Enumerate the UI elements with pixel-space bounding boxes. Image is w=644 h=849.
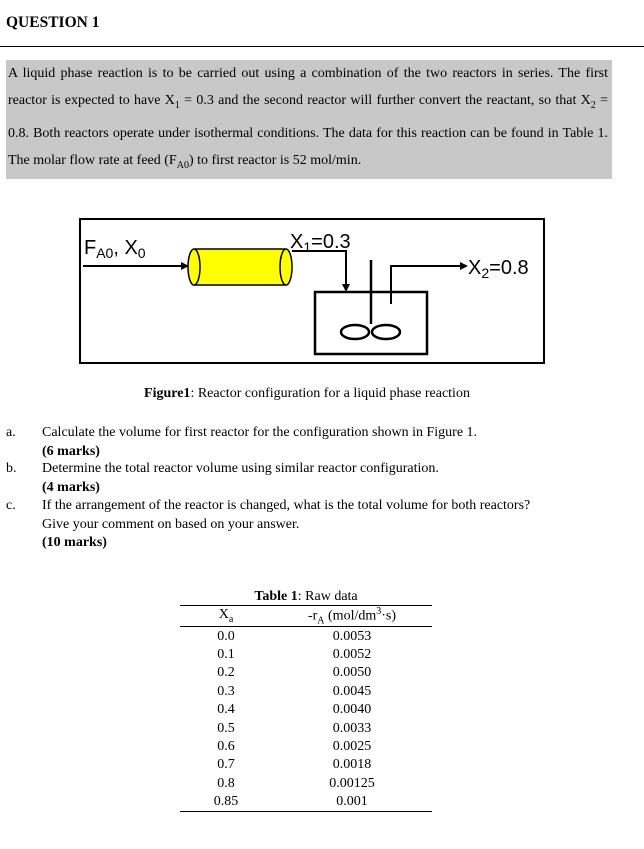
- table-row: [180, 793, 432, 812]
- conversion-cell: 0.6: [217, 738, 235, 754]
- rate-cell: 0.001: [272, 793, 432, 812]
- table-row: [180, 646, 432, 664]
- intro-sub-1: 1: [174, 100, 180, 112]
- table-row: [180, 683, 432, 701]
- table-title-text: : Raw data: [297, 589, 358, 604]
- intro-text-4: ) to first reactor is 52 mol/min.: [188, 153, 362, 169]
- rate-cell: 0.00125: [329, 775, 375, 791]
- question-a-marks: (6 marks): [42, 443, 100, 459]
- figure-caption: [0, 386, 614, 402]
- table-row: [180, 775, 432, 793]
- intro-sub-3: A0: [176, 159, 189, 171]
- reactor-diagram: [79, 218, 545, 364]
- conversion-cell: 0.85: [180, 793, 272, 812]
- intro-text-3: = 0.8. Both reactors operate under isothermal conditions. The data for this reaction can be found in Table 1. The molar flow rate at feed (F: [8, 93, 608, 169]
- conversion-cell: 0.7: [217, 757, 235, 773]
- header-rate: $-r_A$ $(mol/dm^3\cdot s)$: [272, 606, 432, 627]
- question-b-marks: (4 marks): [42, 479, 100, 495]
- rate-cell: 0.0045: [332, 683, 372, 699]
- question-a-letter: a.: [6, 425, 16, 440]
- table-row: [180, 701, 432, 719]
- conversion-cell: 0.5: [217, 720, 235, 736]
- raw-data-table: [180, 605, 432, 812]
- table-body: [180, 627, 432, 812]
- problem-statement: [6, 60, 612, 179]
- question-b-text: Determine the total reactor volume using similar reactor configuration. (4 marks): [42, 461, 439, 495]
- intro-text-1: A liquid phase reaction is to be carried out using a combination of the two reactors in series. The first reactor is expected to have X: [8, 66, 608, 109]
- table-row: [180, 756, 432, 774]
- rate-cell: 0.0053: [332, 628, 372, 644]
- intro-sub-2: 2: [590, 100, 596, 112]
- intro-text-2: = 0.3 and the second reactor will further convert the reactant, so that X: [179, 93, 591, 109]
- inlet-label: $F_{A0}$, $X_0$: [84, 237, 146, 261]
- rate-cell: 0.0033: [332, 720, 372, 736]
- conversion-cell: 0.2: [217, 665, 235, 681]
- figure-caption-label: Figure1: [144, 386, 191, 401]
- table-title-label: Table 1: [254, 589, 298, 604]
- rate-cell: 0.0052: [332, 647, 372, 663]
- rate-cell: 0.0040: [332, 702, 372, 718]
- header-conversion: $X_a$: [180, 606, 272, 627]
- question-c-text-2: Give your comment on based on your answer.: [42, 516, 300, 532]
- rate-cell: 0.0050: [332, 665, 372, 681]
- table-row: [180, 738, 432, 756]
- table-row: [180, 627, 432, 646]
- table-title: [180, 589, 432, 605]
- question-c-letter: c.: [6, 498, 16, 513]
- outlet-conversion-label: $X_2=0.8$: [468, 257, 529, 281]
- rate-cell: 0.0018: [332, 757, 372, 773]
- question-c-marks: (10 marks): [42, 535, 107, 550]
- conversion-cell: 0.1: [217, 647, 235, 663]
- figure-caption-text: : Reactor configuration for a liquid phase reaction: [190, 386, 470, 401]
- question-c-text: If the arrangement of the reactor is changed, what is the total volume for both reactors? Give your comment on based on your answer. (10 marks): [42, 498, 531, 550]
- table-row: [180, 719, 432, 737]
- question-b-letter: b.: [6, 461, 17, 476]
- rate-cell: 0.0025: [332, 738, 372, 754]
- conversion-cell: 0.0: [217, 628, 235, 644]
- table-header-row: [180, 606, 432, 627]
- title-divider: [0, 46, 644, 47]
- pfr-reactor: [188, 249, 292, 285]
- conversion-cell: 0.4: [217, 702, 235, 718]
- question-title: QUESTION 1: [6, 14, 100, 31]
- question-a-text: Calculate the volume for first reactor for the configuration shown in Figure 1. (6 marks): [42, 425, 478, 459]
- conversion-cell: 0.3: [217, 683, 235, 699]
- table-row: [180, 664, 432, 682]
- intermediate-conversion-label: $X_1=0.3$: [290, 231, 351, 255]
- conversion-cell: 0.8: [217, 775, 235, 791]
